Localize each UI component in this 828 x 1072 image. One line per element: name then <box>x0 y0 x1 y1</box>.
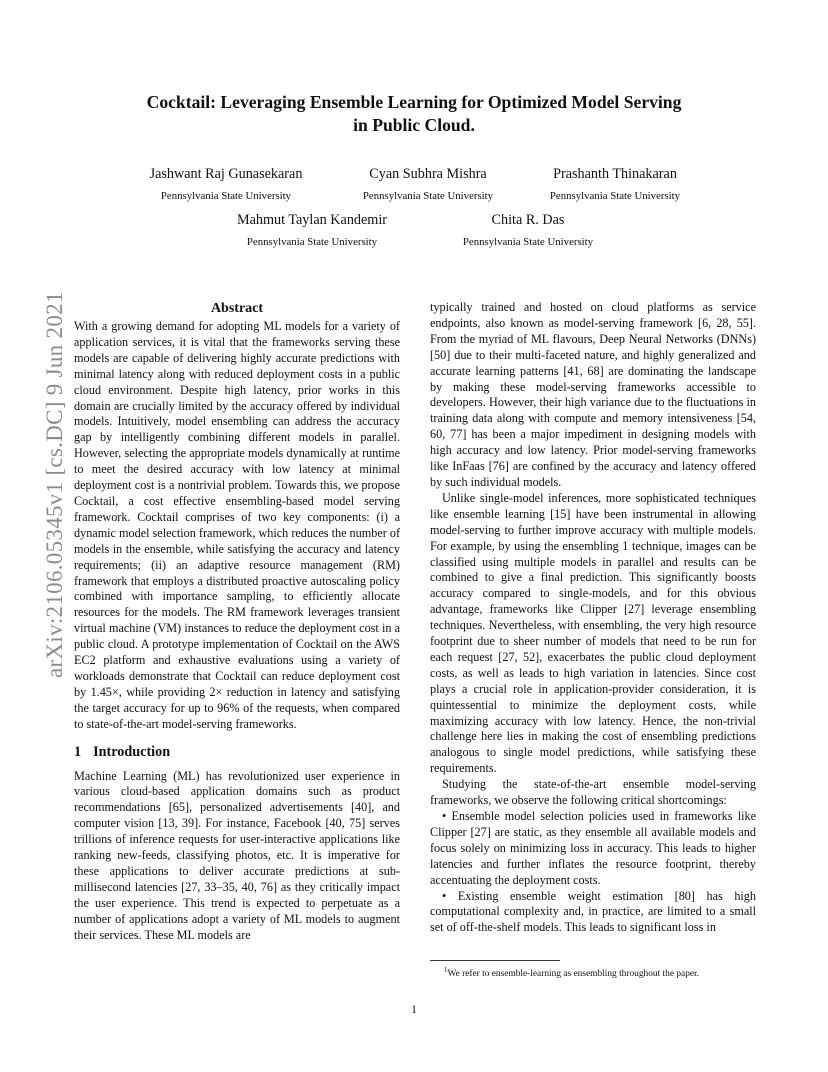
author-affiliation: Pennsylvania State University <box>549 190 681 202</box>
intro-paragraph: Machine Learning (ML) has revolutionized user experience in various cloud-based application domains such as product recommendations [65], personalized advertisements [40], and computer vision [13, 39]. For instance, Facebook [40, 75] serves trillions of inference requests for user-interactive applications like ranking new-feeds, classifying photos, etc. It is imperative for these applications to deliver accurate predictions at sub-millisecond latencies [27, 33–35, 40, 76] as they critically impact the user experience. This trend is expected to perpetuate as a number of applications adopt a variety of ML models to augment their services. These ML models are <box>74 768 400 942</box>
author-name: Prashanth Thinakaran <box>553 166 677 182</box>
author-name: Mahmut Taylan Kandemir <box>236 212 388 228</box>
author-name: Cyan Subhra Mishra <box>369 166 487 182</box>
section-number: 1 <box>74 743 82 760</box>
author-block <box>398 211 658 249</box>
footnote-mark: 1 <box>444 966 448 974</box>
abstract-heading: Abstract <box>210 301 264 316</box>
author-affiliation: Pennsylvania State University <box>160 190 292 202</box>
footnote-rule <box>430 960 560 961</box>
body-paragraph: • Ensemble model selection policies used in frameworks like Clipper [27] are static, as they ensemble all available models and focus solely on minimizing loss in accuracy. This leads to higher latencies and further inflates the resource footprint, thereby accentuating the deployment costs. <box>430 809 756 887</box>
title-line-1: Cocktail: Leveraging Ensemble Learning for Optimized Model Serving <box>146 92 682 112</box>
right-column <box>430 300 756 936</box>
paper-title <box>100 91 728 137</box>
author-name: Jashwant Raj Gunasekaran <box>149 166 303 182</box>
author-name: Chita R. Das <box>491 212 565 228</box>
footnote <box>444 964 699 980</box>
page-number: 1 <box>411 1002 417 1016</box>
body-paragraph: typically trained and hosted on cloud platforms as service endpoints, also known as model-serving framework [6, 28, 55]. From the myriad of ML flavours, Deep Neural Networks (DNNs) [50] due to their multi-faceted nature, and highly generalized and accurate learning patterns [41, 68] are dominating the landscape by making these model-serving frameworks accessible to developers. However, their high variance due to the fluctuations in training data along with compute and memory intensiveness [54, 60, 77] has been a major impediment in designing models with high accuracy and low latency. Prior model-serving frameworks like InFaas [76] are confined by the accuracy and latency offered by such individual models. <box>430 300 756 489</box>
body-paragraph: Studying the state-of-the-art ensemble model-serving frameworks, we observe the following critical shortcomings: <box>430 777 756 808</box>
title-line-2: in Public Cloud. <box>353 115 475 135</box>
author-block <box>485 165 745 203</box>
footnote-text: We refer to ensemble-learning as ensembling throughout the paper. <box>447 969 700 980</box>
abstract-text: With a growing demand for adopting ML models for a variety of application services, it is vital that the frameworks serving these models are capable of delivering highly accurate predictions with minimal latency along with reduced deployment costs in a public cloud environment. Despite high latency, prior works in this domain are crucially limited by the accuracy offered by individual models. Intuitively, model ensembling can address the accuracy gap by intelligently combining different models in parallel. However, selecting the appropriate models dynamically at runtime to meet the desired accuracy with low latency at minimal deployment cost is a nontrivial problem. Towards this, we propose Cocktail, a cost effective ensembling-based model serving framework. Cocktail comprises of two key components: (i) a dynamic model selection framework, which reduces the number of models in the ensemble, while satisfying the accuracy and latency requirements; (ii) an adaptive resource management (RM) framework that employs a distributed proactive autoscaling policy combined with importance sampling, to efficiently allocate resources for the models. The RM framework leverages transient virtual machine (VM) instances to reduce the deployment cost in a public cloud. A prototype implementation of Cocktail on the AWS EC2 platform and exhaustive evaluations using a variety of workloads demonstrate that Cocktail can reduce deployment cost by 1.45×, while providing 2× reduction in latency and satisfying the target accuracy for up to 96% of the requests, when compared to state-of-the-art model-serving frameworks. <box>74 319 400 731</box>
body-paragraph: Unlike single-model inferences, more sophisticated techniques like ensemble learning [15] have been instrumental in allowing model-serving to further improve accuracy with multiple models. For example, by using the ensembling 1 technique, images can be classified using multiple models in parallel and results can be combined to give a final prediction. This significantly boosts accuracy compared to single-models, and for this obvious advantage, frameworks like Clipper [27] leverage ensembling techniques. Nevertheless, with ensembling, the very high resource footprint due to sheer number of models that need to be run for each request [27, 52], exacerbates the public cloud deployment costs, as well as leads to high variation in latencies. Since cost plays a crucial role in application-provider consideration, it is quintessential to minimize the deployment costs, while maximizing accuracy with low latency. Hence, the non-trivial challenge here lies in making the cost of ensembling predictions analogous to single model predictions, while satisfying these requirements. <box>430 490 756 776</box>
body-paragraph: • Existing ensemble weight estimation [80] has high computational complexity and, in practice, are limited to a small set of off-the-shelf models. This leads to significant loss in <box>430 888 756 935</box>
section-title: Introduction <box>93 743 171 760</box>
author-affiliation: Pennsylvania State University <box>246 236 378 248</box>
left-column <box>74 300 400 944</box>
author-affiliation: Pennsylvania State University <box>462 236 594 248</box>
author-affiliation: Pennsylvania State University <box>362 190 494 202</box>
arxiv-stamp: arXiv:2106.05345v1 [cs.DC] 9 Jun 2021 <box>42 291 67 678</box>
intro-heading <box>74 743 400 761</box>
